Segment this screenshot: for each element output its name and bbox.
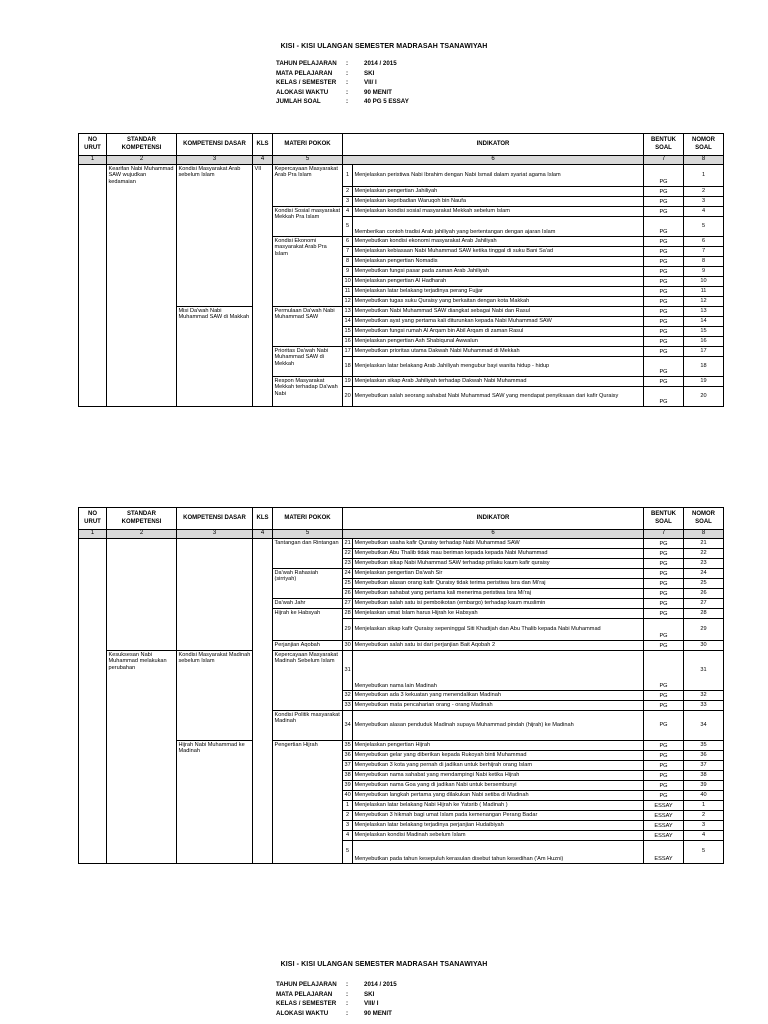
indikator-text: Menjelaskan sikap Arab Jahiliyah terhadap Dakwah Nabi Muhammad [353, 376, 644, 386]
indikator-text: Menjelaskan pengertian Nomadis [353, 256, 644, 266]
materi-pokok-cell: Da'wah Rahasiah (sirriyah) [273, 568, 343, 598]
document-title: KISI - KISI ULANGAN SEMESTER MADRASAH TSANAWIYAH [280, 43, 488, 50]
indikator-no: 40 [343, 790, 353, 800]
indikator-no: 1 [343, 800, 353, 810]
indikator-no: 16 [343, 336, 353, 346]
indikator-text: Menjelaskan pengertian Jahiliyah [353, 186, 644, 196]
meta-colon: : [346, 990, 349, 998]
indikator-no: 15 [343, 326, 353, 336]
col-header-bs: BENTUK SOAL [644, 508, 684, 530]
indikator-no: 33 [343, 700, 353, 710]
bentuk-soal: PG [644, 336, 684, 346]
indikator-no: 10 [343, 276, 353, 286]
col-header-sk: STANDAR KOMPETENSI [107, 134, 177, 156]
bentuk-soal: PG [644, 306, 684, 316]
col-num: 5 [273, 530, 343, 539]
col-header-bs: BENTUK SOAL [644, 134, 684, 156]
indikator-text: Menyebutkan nama sahabat yang mendampingi Nabi ketika Hijrah [353, 770, 644, 780]
indikator-text: Memberikan contoh tradisi Arab jahiliyah yang bertentangan dengan ajaran Islam [353, 216, 644, 236]
col-num: 1 [79, 156, 107, 165]
indikator-text: Menyebutkan usaha kafir Quraisy terhadap Nabi Muhammad SAW [353, 538, 644, 548]
bentuk-soal: ESSAY [644, 800, 684, 810]
bentuk-soal: PG [644, 216, 684, 236]
indikator-no: 4 [343, 830, 353, 840]
indikator-text: Menyebutkan nama lain Madinah [353, 650, 644, 690]
meta-key: ALOKASI WAKTU [276, 88, 329, 96]
indikator-text: Menyebutkan fungsi rumah Al Arqam bin Abil Arqam di zaman Rasul [353, 326, 644, 336]
bentuk-soal: PG [644, 650, 684, 690]
indikator-no: 6 [343, 236, 353, 246]
bentuk-soal: PG [644, 246, 684, 256]
materi-pokok-cell: Da'wah Jahr [273, 598, 343, 608]
indikator-text: Menjelaskan kebiasaan Nabi Muhammad SAW ketika tinggal di suku Bani Sa'ad [353, 246, 644, 256]
indikator-no: 26 [343, 588, 353, 598]
materi-pokok-cell: Hijrah ke Habsyah [273, 608, 343, 640]
bentuk-soal: PG [644, 740, 684, 750]
meta-key: TAHUN PELAJARAN [276, 60, 337, 67]
nomor-soal: 22 [684, 548, 724, 558]
meta-row-mapel [276, 69, 409, 79]
indikator-text: Menjelaskan umat Islam harus Hijrah ke Habsyah [353, 608, 644, 618]
indikator-no: 38 [343, 770, 353, 780]
indikator-text: Menjelaskan kondisi sosial masyarakat Mekkah sebelum Islam [353, 206, 644, 216]
col-num: 3 [177, 530, 253, 539]
nomor-soal: 6 [684, 236, 724, 246]
indikator-text: Menyebutkan salah satu isi pemboikotan (embargo) terhadap kaum muslimin [353, 598, 644, 608]
materi-pokok-cell: Permulaan Da'wah Nabi Muhammad SAW [273, 306, 343, 346]
meta-value: 90 MENIT [364, 88, 392, 96]
indikator-no: 22 [343, 548, 353, 558]
nomor-soal: 32 [684, 690, 724, 700]
bentuk-soal: PG [644, 710, 684, 740]
indikator-text: Menyebutkan langkah pertama yang dilakukan Nabi setiba di Madinah [353, 790, 644, 800]
nomor-soal: 17 [684, 346, 724, 356]
kompetensi-dasar-cell: Kondisi Masyarakat Madinah sebelum Islam [177, 650, 253, 740]
col-header-kls: KLS [253, 508, 273, 530]
meta-value: 90 MENIT [364, 1009, 392, 1017]
bentuk-soal: PG [644, 690, 684, 700]
bentuk-soal: PG [644, 760, 684, 770]
no-urut-cell [79, 164, 107, 406]
indikator-text: Menyebutkan fungsi pasar pada zaman Arab Jahiliyah [353, 266, 644, 276]
indikator-no: 32 [343, 690, 353, 700]
indikator-no: 35 [343, 740, 353, 750]
indikator-text: Menyebutkan sikap Nabi Muhammad SAW terhadap prilaku kaum kafir quraisy [353, 558, 644, 568]
nomor-soal: 26 [684, 588, 724, 598]
bentuk-soal: PG [644, 618, 684, 640]
nomor-soal: 31 [684, 650, 724, 690]
bentuk-soal: PG [644, 256, 684, 266]
indikator-text: Menjelaskan sikap kafir Quraisy sepeninggal Siti Khadijah dan Abu Thalib kepada Nabi Muhammad [353, 618, 644, 640]
nomor-soal: 5 [684, 840, 724, 863]
materi-pokok-cell: Tantangan dan Rintangan [273, 538, 343, 568]
kelas-cell [253, 538, 273, 863]
bentuk-soal: PG [644, 164, 684, 186]
indikator-no: 3 [343, 196, 353, 206]
indikator-no: 20 [343, 386, 353, 406]
indikator-text: Menyebutkan Abu Thalib tidak mau beriman kepada kepada Nabi Muhammad [353, 548, 644, 558]
kompetensi-dasar-cell: Misi Da'wah Nabi Muhammad SAW di Makkah [177, 306, 253, 406]
standar-kompetensi-cell: Kearifan Nabi Muhammad SAW wujudkan kedamaian [107, 164, 177, 406]
indikator-text: Menyebutkan mata pencaharian orang - orang Madinah [353, 700, 644, 710]
col-num: 3 [177, 156, 253, 165]
indikator-no: 17 [343, 346, 353, 356]
nomor-soal: 25 [684, 578, 724, 588]
materi-pokok-cell: Kondisi Ekonomi masyarakat Arab Pra Islam [273, 236, 343, 306]
indikator-no: 13 [343, 306, 353, 316]
meta-colon: : [346, 981, 349, 988]
nomor-soal: 13 [684, 306, 724, 316]
col-num: 7 [644, 156, 684, 165]
no-urut-cell [79, 538, 107, 863]
meta-value: 40 PG 5 ESSAY [364, 98, 409, 106]
bentuk-soal: PG [644, 608, 684, 618]
indikator-text: Menyebutkan 3 hikmah bagi umat Islam pada kemenangan Perang Badar [353, 810, 644, 820]
col-header-mp: MATERI POKOK [273, 508, 343, 530]
nomor-soal: 2 [684, 186, 724, 196]
meta-row-waktu [276, 1009, 397, 1019]
indikator-no: 37 [343, 760, 353, 770]
nomor-soal: 3 [684, 196, 724, 206]
indikator-no: 5 [343, 840, 353, 863]
kisi-table-2 [78, 507, 724, 864]
meta-row-kelas [276, 999, 397, 1009]
materi-pokok-cell: Kondisi Politik masyarakat Madinah [273, 710, 343, 740]
bentuk-soal: PG [644, 236, 684, 246]
meta-row-tahun [276, 980, 397, 990]
indikator-no: 1 [343, 164, 353, 186]
nomor-soal: 14 [684, 316, 724, 326]
bentuk-soal: PG [644, 640, 684, 650]
indikator-text: Menjelaskan latar belakang terjadinya perang Fujjar [353, 286, 644, 296]
meta-row-mapel [276, 990, 397, 1000]
materi-pokok-cell: Perjanjian Aqobah [273, 640, 343, 650]
indikator-no: 11 [343, 286, 353, 296]
col-num: 2 [107, 156, 177, 165]
indikator-text: Menjelaskan pengertian Hijrah [353, 740, 644, 750]
meta-row-kelas [276, 78, 409, 88]
bentuk-soal: PG [644, 548, 684, 558]
meta-value: VII/ I [364, 79, 377, 87]
indikator-text: Menjelaskan latar belakang Arab Jahiliyah mengubur bayi wanita hidup - hidup [353, 356, 644, 376]
materi-pokok-cell: Kepercayaan Masyarakat Arab Pra Islam [273, 164, 343, 206]
indikator-text: Menyebutkan alasan penduduk Madinah supaya Muhammad pindah (hijrah) ke Madinah [353, 710, 644, 740]
nomor-soal: 16 [684, 336, 724, 346]
indikator-no: 5 [343, 216, 353, 236]
nomor-soal: 8 [684, 256, 724, 266]
bentuk-soal: ESSAY [644, 830, 684, 840]
col-num: 1 [79, 530, 107, 539]
bentuk-soal: PG [644, 790, 684, 800]
indikator-no: 30 [343, 640, 353, 650]
standar-kompetensi-cell [107, 538, 177, 650]
nomor-soal: 4 [684, 830, 724, 840]
kompetensi-dasar-cell: Hijrah Nabi Muhammad ke Madinah [177, 740, 253, 863]
col-num: 6 [343, 530, 644, 539]
indikator-text: Menyebutkan salah seorang sahabat Nabi Muhammad SAW yang mendapat penyiksaan dari kafir Quraisy [353, 386, 644, 406]
nomor-soal: 1 [684, 164, 724, 186]
indikator-no: 31 [343, 650, 353, 690]
nomor-soal: 3 [684, 820, 724, 830]
bentuk-soal: PG [644, 780, 684, 790]
kompetensi-dasar-cell: Kondisi Masyarakat Arab sebelum Islam [177, 164, 253, 306]
indikator-no: 34 [343, 710, 353, 740]
indikator-text: Menjelaskan kepribadian Waruqoh bin Naufa [353, 196, 644, 206]
bentuk-soal: PG [644, 770, 684, 780]
materi-pokok-cell: Kepercayaan Masyarakat Madinah Sebelum Islam [273, 650, 343, 710]
nomor-soal: 39 [684, 780, 724, 790]
document-title-2: KISI - KISI ULANGAN SEMESTER MADRASAH TSANAWIYAH [280, 961, 488, 968]
bentuk-soal: PG [644, 296, 684, 306]
nomor-soal: 11 [684, 286, 724, 296]
indikator-no: 21 [343, 538, 353, 548]
bentuk-soal: PG [644, 538, 684, 548]
nomor-soal: 28 [684, 608, 724, 618]
bentuk-soal: PG [644, 286, 684, 296]
meta-key: KELAS / SEMESTER [276, 79, 337, 87]
indikator-no: 27 [343, 598, 353, 608]
indikator-text: Menyebutkan kondisi ekonomi masyarakat Arab Jahiliyah [353, 236, 644, 246]
indikator-text: Menjelaskan peristiwa Nabi Ibrahim dengan Nabi Ismail dalam syariat agama Islam [353, 164, 644, 186]
nomor-soal: 34 [684, 710, 724, 740]
meta-value: VIII/ I [364, 1000, 379, 1008]
meta-colon: : [346, 79, 349, 87]
indikator-no: 14 [343, 316, 353, 326]
indikator-no: 25 [343, 578, 353, 588]
table-row [79, 538, 724, 548]
nomor-soal: 15 [684, 326, 724, 336]
nomor-soal: 12 [684, 296, 724, 306]
indikator-no: 12 [343, 296, 353, 306]
indikator-no: 39 [343, 780, 353, 790]
col-header-ind: INDIKATOR [343, 134, 644, 156]
col-num: 2 [107, 530, 177, 539]
meta-value: 2014 / 2015 [364, 981, 397, 988]
col-header-mp: MATERI POKOK [273, 134, 343, 156]
indikator-no: 7 [343, 246, 353, 256]
meta-colon: : [346, 69, 349, 77]
col-header-ns: NOMOR SOAL [684, 134, 724, 156]
indikator-text: Menyebutkan ada 3 kekuatan yang menendalikan Madinah [353, 690, 644, 700]
table-row [79, 164, 724, 186]
indikator-no: 4 [343, 206, 353, 216]
column-number-row [79, 156, 724, 165]
kisi-table-1 [78, 133, 724, 407]
indikator-text: Menyebutkan pada tahun kesepuluh kerasulan disebut tahun kesedihan ('Am Huzni) [353, 840, 644, 863]
indikator-text: Menjelaskan pengertian Al Hadharah [353, 276, 644, 286]
nomor-soal: 40 [684, 790, 724, 800]
meta-key: KELAS / SEMESTER [276, 1000, 337, 1008]
nomor-soal: 33 [684, 700, 724, 710]
indikator-no: 28 [343, 608, 353, 618]
nomor-soal: 21 [684, 538, 724, 548]
bentuk-soal: ESSAY [644, 820, 684, 830]
col-header-ind: INDIKATOR [343, 508, 644, 530]
bentuk-soal: PG [644, 578, 684, 588]
col-header-kd: KOMPETENSI DASAR [177, 508, 253, 530]
kelas-cell: VII [253, 164, 273, 406]
col-num: 6 [343, 156, 644, 165]
col-header-no: NO URUT [79, 508, 107, 530]
nomor-soal: 9 [684, 266, 724, 276]
indikator-no: 19 [343, 376, 353, 386]
nomor-soal: 18 [684, 356, 724, 376]
col-header-ns: NOMOR SOAL [684, 508, 724, 530]
bentuk-soal: PG [644, 186, 684, 196]
col-header-kd: KOMPETENSI DASAR [177, 134, 253, 156]
nomor-soal: 24 [684, 568, 724, 578]
materi-pokok-cell: Prioritas Da'wah Nabi Muhammad SAW di Mekkah [273, 346, 343, 376]
col-num: 8 [684, 530, 724, 539]
meta-colon: : [346, 1009, 349, 1017]
indikator-no: 8 [343, 256, 353, 266]
meta-key: ALOKASI WAKTU [276, 1009, 329, 1017]
indikator-text: Menjelaskan latar belakang terjadinya perjanjian Hudaibiyah [353, 820, 644, 830]
nomor-soal: 37 [684, 760, 724, 770]
col-num: 8 [684, 156, 724, 165]
nomor-soal: 4 [684, 206, 724, 216]
col-header-kls: KLS [253, 134, 273, 156]
bentuk-soal: PG [644, 558, 684, 568]
meta-colon: : [346, 1000, 349, 1008]
bentuk-soal: PG [644, 598, 684, 608]
meta-row-waktu [276, 88, 409, 98]
meta-colon: : [346, 88, 349, 96]
nomor-soal: 35 [684, 740, 724, 750]
indikator-text: Menyebutkan ayat yang pertama kali diturunkan kepada Nabi Muhammad SAW [353, 316, 644, 326]
bentuk-soal: PG [644, 700, 684, 710]
standar-kompetensi-cell: Kesuksesan Nabi Muhammad melakukan perubahan [107, 650, 177, 863]
nomor-soal: 30 [684, 640, 724, 650]
col-header-sk: STANDAR KOMPETENSI [107, 508, 177, 530]
indikator-text: Menjelaskan pengertian Ash Shabiqunal Awwalun [353, 336, 644, 346]
bentuk-soal: ESSAY [644, 840, 684, 863]
indikator-no: 18 [343, 356, 353, 376]
col-num: 7 [644, 530, 684, 539]
indikator-no: 2 [343, 186, 353, 196]
bentuk-soal: PG [644, 568, 684, 578]
meta-row-tahun [276, 59, 409, 69]
indikator-no: 2 [343, 810, 353, 820]
table-row [79, 650, 724, 690]
bentuk-soal: PG [644, 386, 684, 406]
indikator-no: 3 [343, 820, 353, 830]
indikator-text: Menyebutkan gelar yang diberikan kepada Rukoyah binti Muhammad [353, 750, 644, 760]
meta-row-jumlah [276, 97, 409, 107]
meta-key: JUMLAH SOAL [276, 98, 321, 106]
nomor-soal: 36 [684, 750, 724, 760]
bentuk-soal: PG [644, 588, 684, 598]
bentuk-soal: PG [644, 276, 684, 286]
indikator-text: Menyebutkan 3 kota yang pernah di jadikan untuk berhijrah orang Islam [353, 760, 644, 770]
col-num: 5 [273, 156, 343, 165]
document-meta [276, 59, 409, 107]
bentuk-soal: PG [644, 750, 684, 760]
materi-pokok-cell: Pengertian Hijrah [273, 740, 343, 863]
indikator-no: 24 [343, 568, 353, 578]
bentuk-soal: PG [644, 326, 684, 336]
indikator-text: Menyebutkan Nabi Muhammad SAW diangkat sebagai Nabi dan Rasul [353, 306, 644, 316]
nomor-soal: 1 [684, 800, 724, 810]
meta-key: MATA PELAJARAN [276, 69, 333, 77]
indikator-no: 29 [343, 618, 353, 640]
nomor-soal: 10 [684, 276, 724, 286]
indikator-text: Menjelaskan latar belakang Nabi Hijrah ke Yatsrib ( Madinah ) [353, 800, 644, 810]
nomor-soal: 2 [684, 810, 724, 820]
bentuk-soal: PG [644, 316, 684, 326]
indikator-text: Menyebutkan prioritas utama Dakwah Nabi Muhammad di Mekkah [353, 346, 644, 356]
indikator-no: 9 [343, 266, 353, 276]
nomor-soal: 38 [684, 770, 724, 780]
nomor-soal: 23 [684, 558, 724, 568]
indikator-text: Menyebutkan salah satu isi dari perjanjian Bait Aqobah 2 [353, 640, 644, 650]
meta-colon: : [346, 60, 349, 67]
bentuk-soal: PG [644, 356, 684, 376]
meta-key: MATA PELAJARAN [276, 990, 333, 998]
indikator-text: Menjelaskan kondisi Madinah sebelum Islam [353, 830, 644, 840]
indikator-no: 36 [343, 750, 353, 760]
nomor-soal: 7 [684, 246, 724, 256]
meta-value: SKI [364, 990, 375, 998]
bentuk-soal: PG [644, 206, 684, 216]
nomor-soal: 27 [684, 598, 724, 608]
indikator-text: Menyebutkan nama Goa yang di jadikan Nabi untuk bersembunyi [353, 780, 644, 790]
bentuk-soal: PG [644, 376, 684, 386]
materi-pokok-cell: Kondisi Sosial masyarakat Mekkah Pra Islam [273, 206, 343, 236]
meta-key: TAHUN PELAJARAN [276, 981, 337, 988]
col-header-no: NO URUT [79, 134, 107, 156]
indikator-text: Menyebutkan tugas suku Quraisy yang berkaitan dengan kota Makkah [353, 296, 644, 306]
meta-value: 2014 / 2015 [364, 60, 397, 67]
nomor-soal: 19 [684, 376, 724, 386]
kompetensi-dasar-cell [177, 538, 253, 650]
nomor-soal: 20 [684, 386, 724, 406]
meta-colon: : [346, 98, 349, 106]
nomor-soal: 29 [684, 618, 724, 640]
bentuk-soal: PG [644, 266, 684, 276]
indikator-text: Menyebutkan sahabat yang pertama kali menerima peristiwa Isra Mi'raj [353, 588, 644, 598]
document-meta-2 [276, 980, 397, 1018]
indikator-text: Menjelaskan pengertian Da'wah Sir [353, 568, 644, 578]
meta-value: SKI [364, 69, 375, 77]
nomor-soal: 5 [684, 216, 724, 236]
col-num: 4 [253, 156, 273, 165]
indikator-text: Menyebutkan alasan orang kafir Quraisy tidak terima peristiwa Isra dan Mi'raj [353, 578, 644, 588]
indikator-no: 23 [343, 558, 353, 568]
column-number-row [79, 530, 724, 539]
bentuk-soal: PG [644, 196, 684, 206]
col-num: 4 [253, 530, 273, 539]
bentuk-soal: PG [644, 346, 684, 356]
materi-pokok-cell: Respon Masyarakat Mekkah terhadap Da'wah Nabi [273, 376, 343, 406]
bentuk-soal: ESSAY [644, 810, 684, 820]
